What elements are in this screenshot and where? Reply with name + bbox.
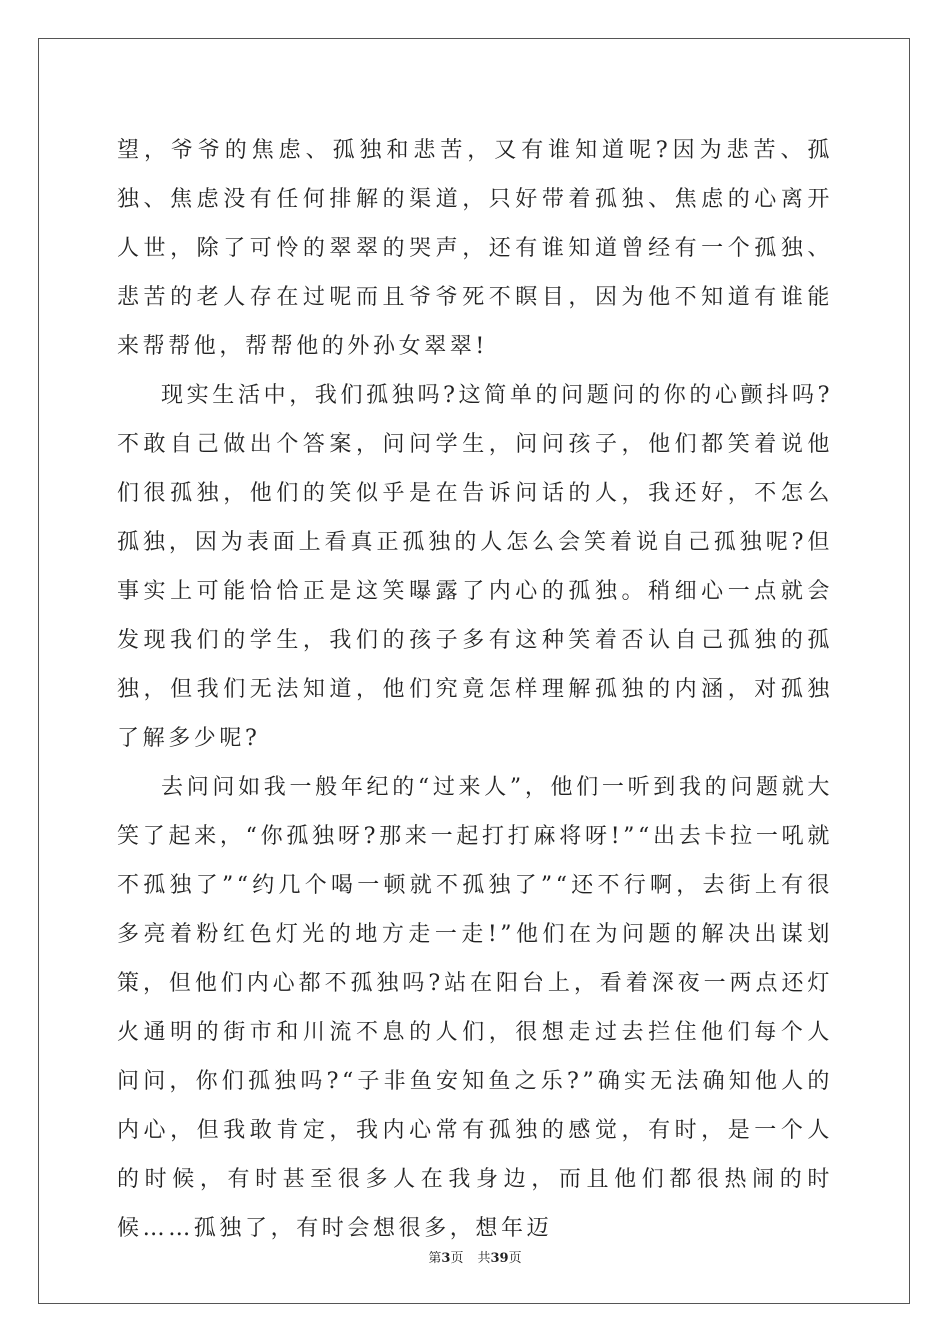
- total-prefix: 共: [477, 1251, 491, 1266]
- page-total: 39: [490, 1251, 509, 1266]
- total-suffix: 页: [508, 1251, 522, 1266]
- page-suffix: 页: [450, 1251, 464, 1266]
- page-current: 3: [441, 1251, 451, 1266]
- paragraph-2: 现实生活中，我们孤独吗?这简单的问题问的你的心颤抖吗?不敢自己做出个答案，问问学生，问问孩子，他们都笑着说他们很孤独，他们的笑似乎是在告诉问话的人，我还好，不怎么孤独，因为表面上看真正孤独的人怎么会笑着说自己孤独呢?但事实上可能恰恰正是这笑曝露了内心的孤独。稍细心一点就会发现我们的学生，我们的孩子多有这种笑着否认自己孤独的孤独，但我们无法知道，他们究竟怎样理解孤独的内涵，对孤独了解多少呢?: [117, 383, 833, 751]
- paragraph-3: 去问问如我一般年纪的“过来人”，他们一听到我的问题就大笑了起来，“你孤独呀?那来一起打打麻将呀!”“出去卡拉一吼就不孤独了”“约几个喝一顿就不孤独了”“还不行啊，去街上有很多亮着粉红色灯光的地方走一走!”他们在为问题的解决出谋划策，但他们内心都不孤独吗?站在阳台上，看着深夜一两点还灯火通明的街市和川流不息的人们，很想走过去拦住他们每个人问问，你们孤独吗?“子非鱼安知鱼之乐?”确实无法确知他人的内心，但我敢肯定，我内心常有孤独的感觉，有时，是一个人的时候，有时甚至很多人在我身边，而且他们都很热闹的时候……孤独了，有时会想很多，想年迈: [117, 775, 833, 1241]
- page-prefix: 第: [428, 1251, 442, 1266]
- page-footer: [0, 1247, 950, 1266]
- document-body: [117, 126, 833, 1253]
- paragraph-1: 望，爷爷的焦虑、孤独和悲苦，又有谁知道呢?因为悲苦、孤独、焦虑没有任何排解的渠道，只好带着孤独、焦虑的心离开人世，除了可怜的翠翠的哭声，还有谁知道曾经有一个孤独、悲苦的老人存在过呢而且爷爷死不瞑目，因为他不知道有谁能来帮帮他，帮帮他的外孙女翠翠!: [117, 138, 833, 359]
